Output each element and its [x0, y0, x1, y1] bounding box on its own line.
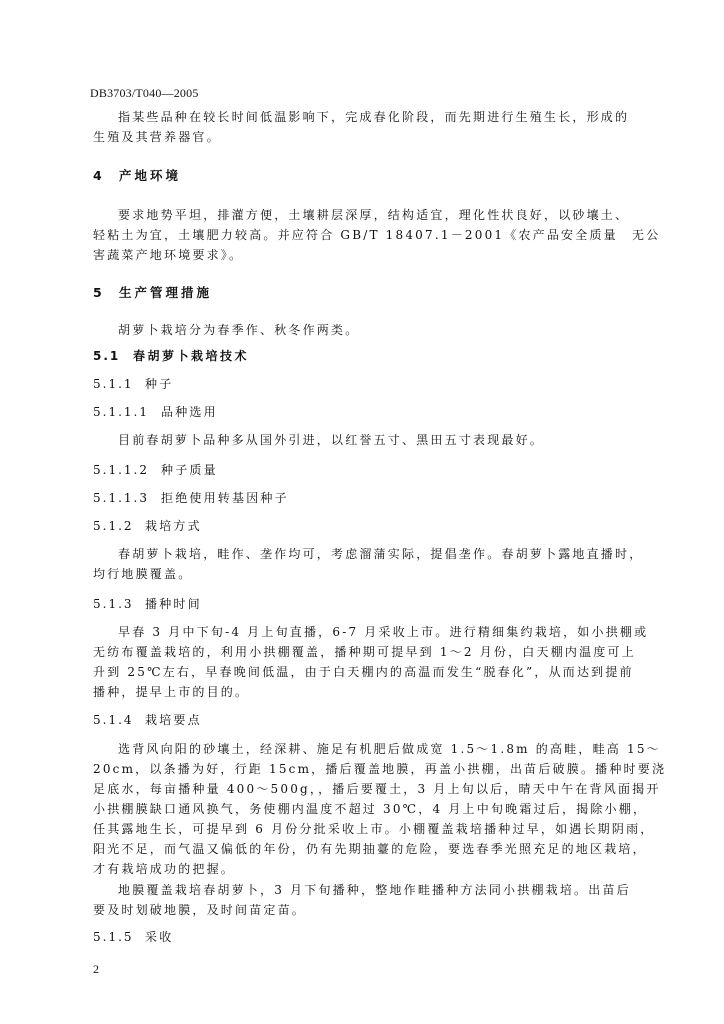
section-5-1-2-heading — [93, 518, 202, 534]
section-5-1-4-heading — [93, 712, 202, 728]
paragraph-line: 目前春胡萝卜品种多从国外引进，以红誉五寸、黑田五寸表现最好。 — [118, 433, 545, 447]
section-title: 春胡萝卜栽培技术 — [133, 349, 250, 363]
section-number: 5.1.2 — [93, 519, 134, 533]
section-number: 5.1.1.3 — [93, 491, 149, 505]
paragraph-line: 生殖及其营养器官。 — [93, 130, 221, 144]
section-5-1-5-heading — [93, 929, 173, 945]
document-header-code: DB3703/T040—2005 — [90, 86, 199, 100]
section-5-1-1-1-heading — [93, 404, 218, 420]
section-4-heading — [93, 168, 181, 184]
section-number: 5.1.5 — [93, 930, 134, 944]
section-5-1-3-heading — [93, 596, 202, 612]
paragraph-line: 升到 25℃左右，早春晚间低温，由于白天棚内的高温而发生“脱春化”，从而达到提前 — [93, 665, 634, 679]
section-title: 栽培要点 — [145, 713, 202, 727]
paragraph-line: 害蔬菜产地环境要求》。 — [93, 248, 244, 262]
section-number: 5.1.1.2 — [93, 463, 149, 477]
section-5-1-1-heading — [93, 376, 173, 392]
section-number: 5.1.4 — [93, 713, 134, 727]
section-title: 品种选用 — [161, 405, 218, 419]
paragraph-line: 要求地势平坦，排灌方便，土壤耕层深厚，结构适宜，理化性状良好，以砂壤土、 — [118, 208, 630, 222]
paragraph-line: 无纺布覆盖栽培的，利用小拱棚覆盖，播种期可提早到 1～2 月份，白天棚内温度可上 — [93, 645, 636, 659]
paragraph-line: 20cm，以条播为好，行距 15cm，播后覆盖地膜，再盖小拱棚，出苗后破膜。播种时要浇 — [93, 762, 667, 776]
paragraph-line: 任其露地生长，可提早到 6 月份分批采收上市。小棚覆盖栽培播种过早，如遇长期阴雨， — [93, 822, 655, 836]
section-number: 5 — [93, 285, 105, 300]
paragraph-line: 播种，提早上市的目的。 — [93, 685, 250, 699]
section-title: 种子 — [145, 377, 174, 391]
paragraph-line: 足底水，每亩播种量 400～500g，，播后要覆土，3 月上旬以后，晴天中午在背风面揭开 — [93, 782, 661, 796]
page-number: 2 — [93, 962, 99, 976]
paragraph-line: 胡萝卜栽培分为春季作、秋冬作两类。 — [118, 323, 360, 337]
paragraph-line: 均行地膜覆盖。 — [93, 567, 193, 581]
section-5-1-1-2-heading — [93, 462, 218, 478]
section-title: 采收 — [145, 930, 174, 944]
paragraph-line: 要及时划破地膜，及时间苗定苗。 — [93, 903, 307, 917]
section-number: 4 — [93, 168, 105, 183]
section-number: 5.1.1.1 — [93, 405, 149, 419]
section-5-heading — [93, 285, 212, 301]
section-title: 栽培方式 — [145, 519, 202, 533]
section-5-1-1-3-heading — [93, 490, 289, 506]
paragraph-line: 小拱棚膜缺口通风换气，务使棚内温度不超过 30℃，4 月上中旬晚霜过后，揭除小棚， — [93, 802, 648, 816]
section-title: 种子质量 — [161, 463, 218, 477]
section-title: 生产管理措施 — [119, 285, 213, 300]
paragraph-line: 地膜覆盖栽培春胡萝卜，3 月下旬播种，整地作畦播种方法同小拱棚栽培。出苗后 — [118, 883, 631, 897]
paragraph-line: 才有栽培成功的把握。 — [93, 862, 236, 876]
paragraph-line: 春胡萝卜栽培，畦作、垄作均可，考虑溜蒲实际，提倡垄作。春胡萝卜露地直播时， — [118, 547, 644, 561]
section-number: 5.1.1 — [93, 377, 134, 391]
paragraph-line: 阳光不足，而气温又偏低的年份，仍有先期抽薹的危险，要选春季光照充足的地区栽培， — [93, 842, 647, 856]
section-title: 产地环境 — [119, 168, 182, 183]
paragraph-line: 指某些品种在较长时间低温影响下，完成春化阶段，而先期进行生殖生长，形成的 — [118, 110, 630, 124]
section-number: 5.1.3 — [93, 597, 134, 611]
paragraph-line: 选背风向阳的砂壤土，经深耕、施足有机肥后做成宽 1.5～1.8m 的高畦，畦高 15～ — [118, 742, 661, 756]
paragraph-line: 轻粘土为宜，土壤肥力较高。并应符合 GB/T 18407.1－2001《农产品安全质量 无公 — [93, 228, 661, 242]
section-5-1-heading — [93, 348, 249, 364]
paragraph-line: 早春 3 月中下旬-4 月上旬直播，6-7 月采收上市。进行精细集约栽培，如小拱棚或 — [118, 625, 649, 639]
section-number: 5.1 — [93, 349, 121, 363]
section-title: 拒绝使用转基因种子 — [161, 491, 289, 505]
section-title: 播种时间 — [145, 597, 202, 611]
